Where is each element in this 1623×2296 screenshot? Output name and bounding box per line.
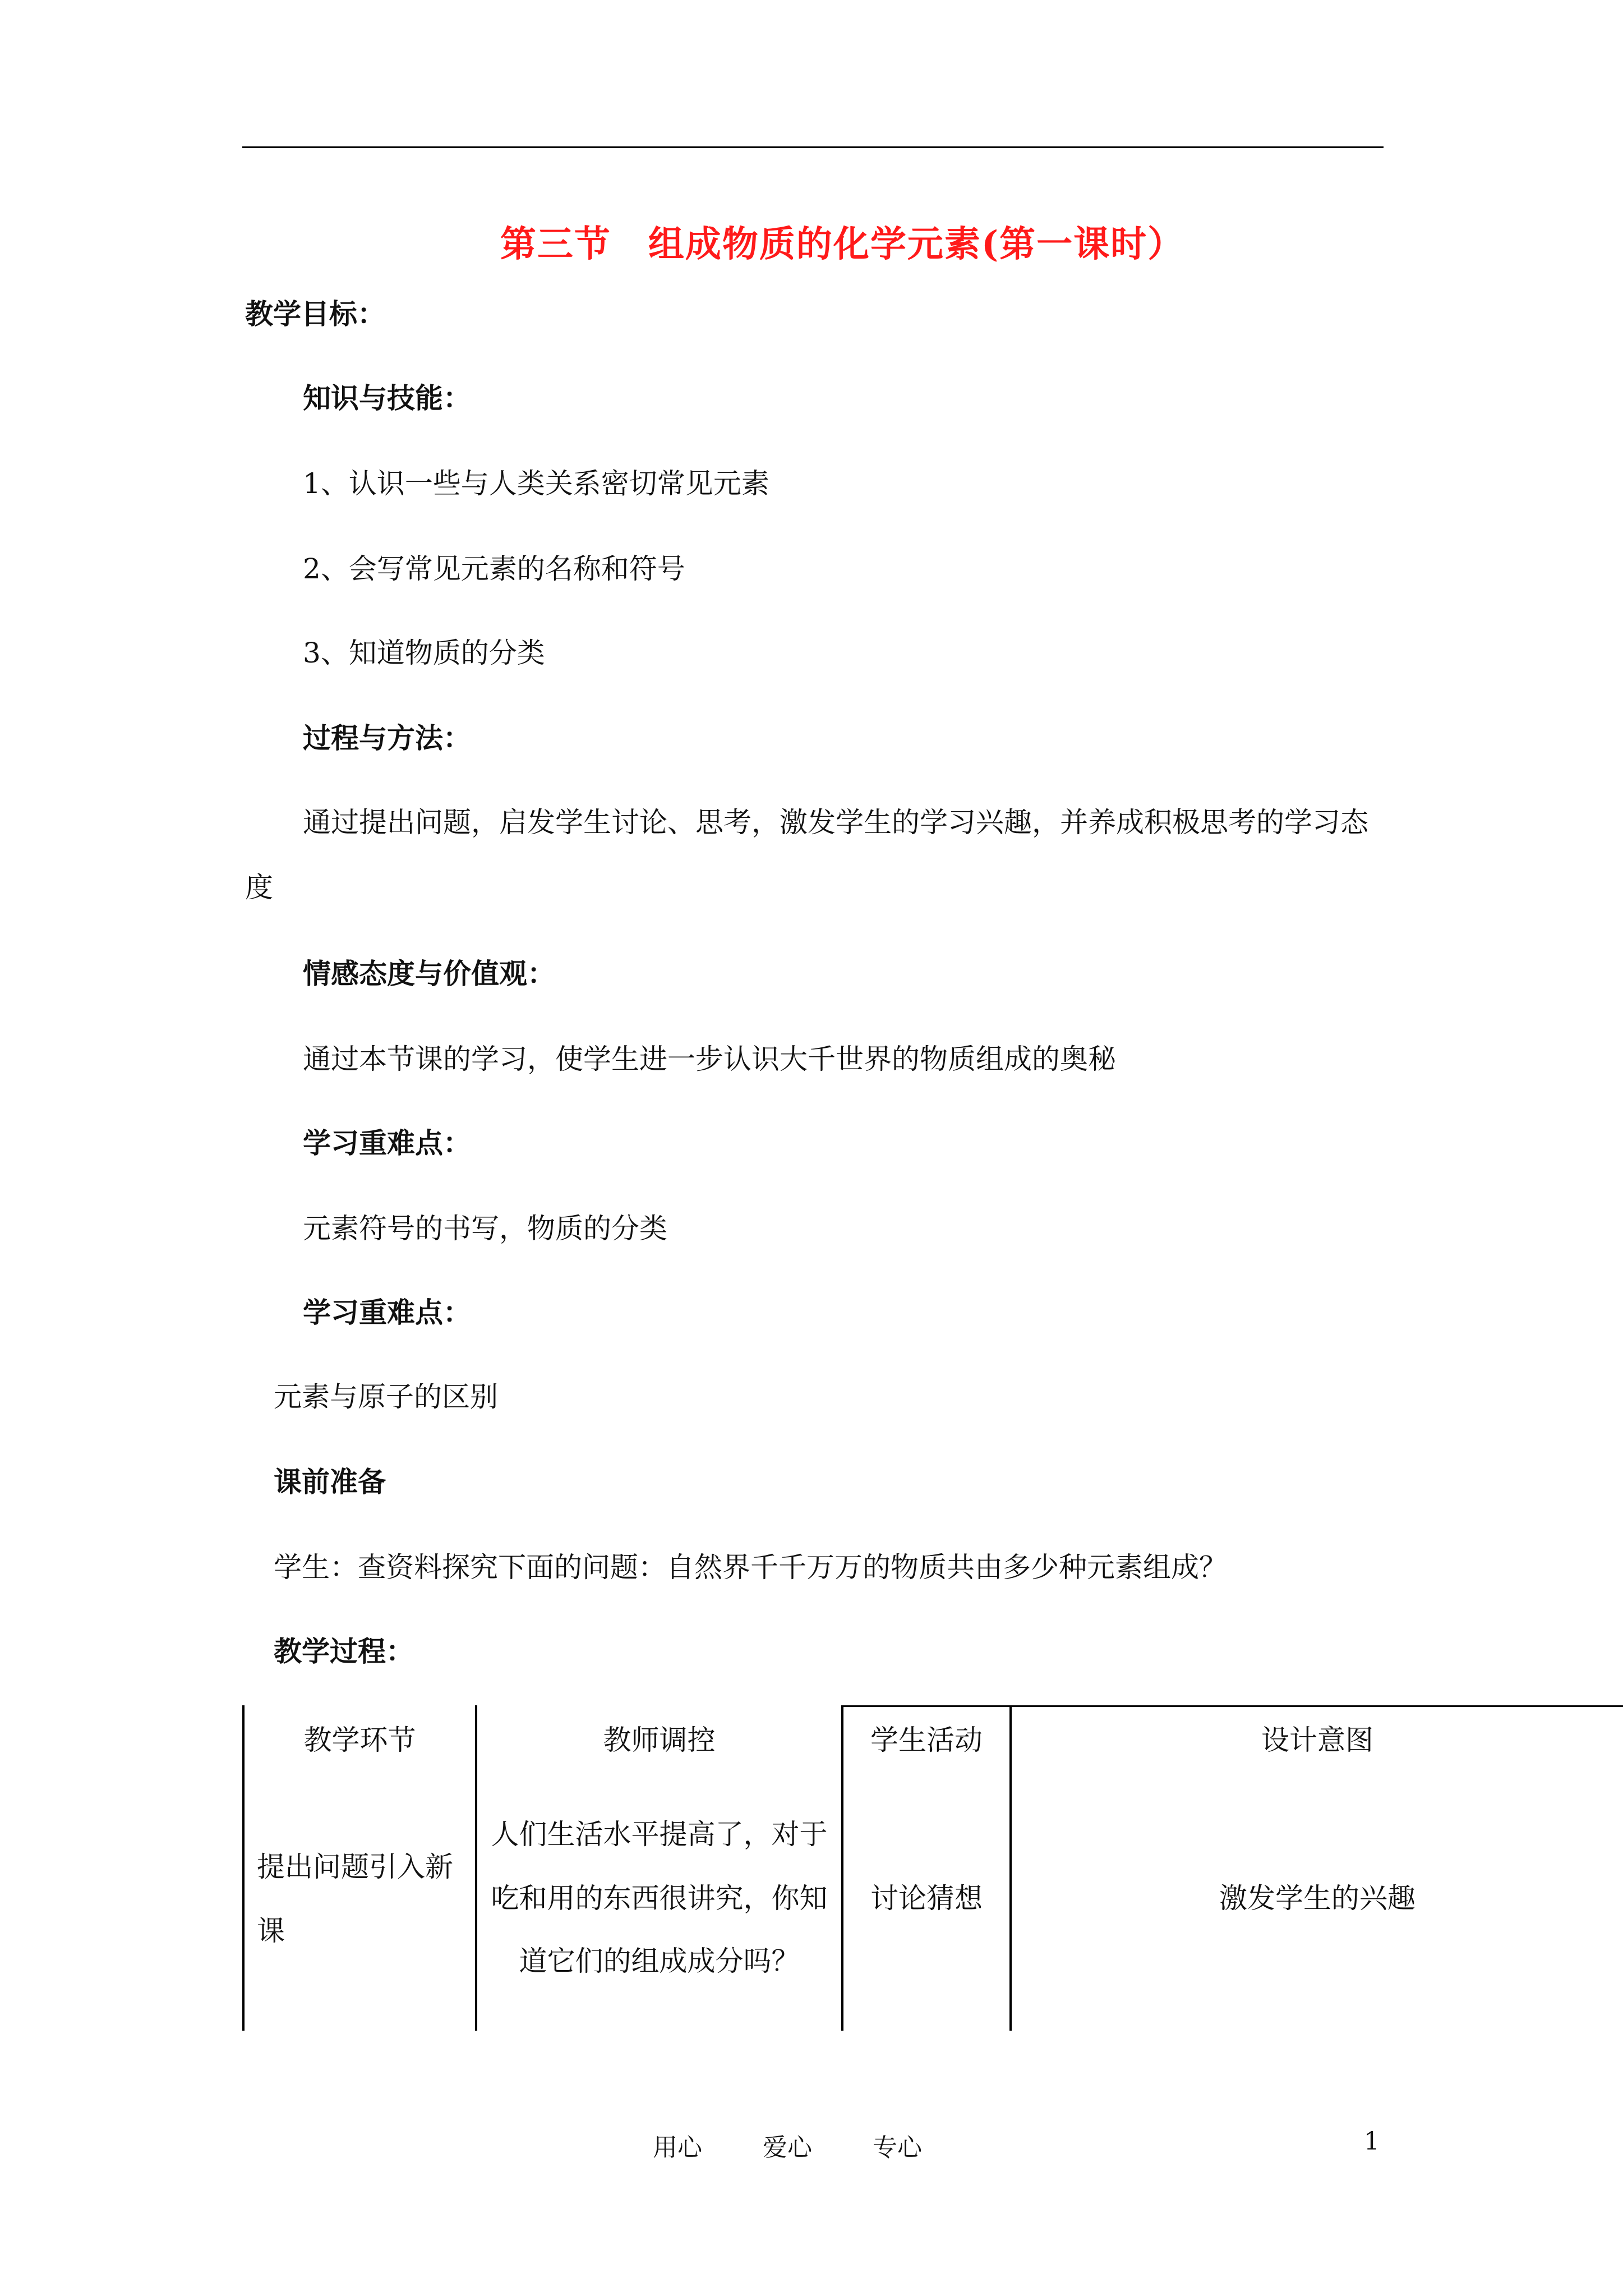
process-text-line: 通过提出问题，启发学生讨论、思考，激发学生的学习兴趣，并养成积极思考的学习态 [303, 806, 1368, 839]
process-heading: 过程与方法： [303, 721, 471, 754]
page-title: 第三节 组成物质的化学元素(第一课时） [500, 223, 1185, 265]
table-header-stage: 教学环节 [303, 1724, 416, 1756]
table-header-intent: 设计意图 [1261, 1724, 1373, 1756]
table-header-teacher: 教师调控 [603, 1724, 716, 1756]
header-rule [242, 146, 1384, 148]
teaching-process-heading: 教学过程： [274, 1635, 414, 1668]
prep-text: 学生：查资料探究下面的问题：自然界千千万万的物质共由多少种元素组成？ [274, 1551, 1227, 1584]
page-number: 1 [1364, 2127, 1380, 2156]
table-cell-teacher: 吃和用的东西很讲究，你知 [491, 1882, 828, 1915]
process-text-line: 度 [245, 871, 273, 904]
emotion-text: 通过本节课的学习，使学生进一步认识大千世界的物质组成的奥秘 [303, 1043, 1116, 1075]
table-cell-stage: 课 [257, 1915, 285, 1947]
objectives-heading: 教学目标： [245, 297, 385, 330]
table-cell-teacher: 人们生活水平提高了，对于 [491, 1818, 828, 1851]
knowledge-item: 2、会写常见元素的名称和符号 [303, 553, 685, 585]
key-points-heading: 学习重难点： [303, 1126, 471, 1159]
knowledge-item: 3、知道物质的分类 [303, 637, 545, 669]
table-cell-student: 讨论猜想 [870, 1882, 983, 1915]
table-header-student: 学生活动 [870, 1724, 983, 1756]
knowledge-heading: 知识与技能： [303, 381, 471, 415]
key-points-text: 元素与原子的区别 [274, 1381, 498, 1413]
prep-heading: 课前准备 [274, 1465, 386, 1498]
table-cell-stage: 提出问题引入新 [257, 1851, 453, 1883]
key-points-heading: 学习重难点： [303, 1296, 471, 1329]
key-points-text: 元素符号的书写，物质的分类 [303, 1212, 667, 1245]
table-cell-teacher: 道它们的组成成分吗？ [519, 1945, 800, 1977]
footer-motto: 专心 [873, 2133, 922, 2162]
footer-motto: 爱心 [763, 2133, 812, 2162]
footer-motto: 用心 [653, 2133, 702, 2162]
knowledge-item: 1、认识一些与人类关系密切常见元素 [303, 467, 769, 500]
emotion-heading: 情感态度与价值观： [303, 957, 555, 990]
table-cell-intent: 激发学生的兴趣 [1219, 1882, 1415, 1915]
